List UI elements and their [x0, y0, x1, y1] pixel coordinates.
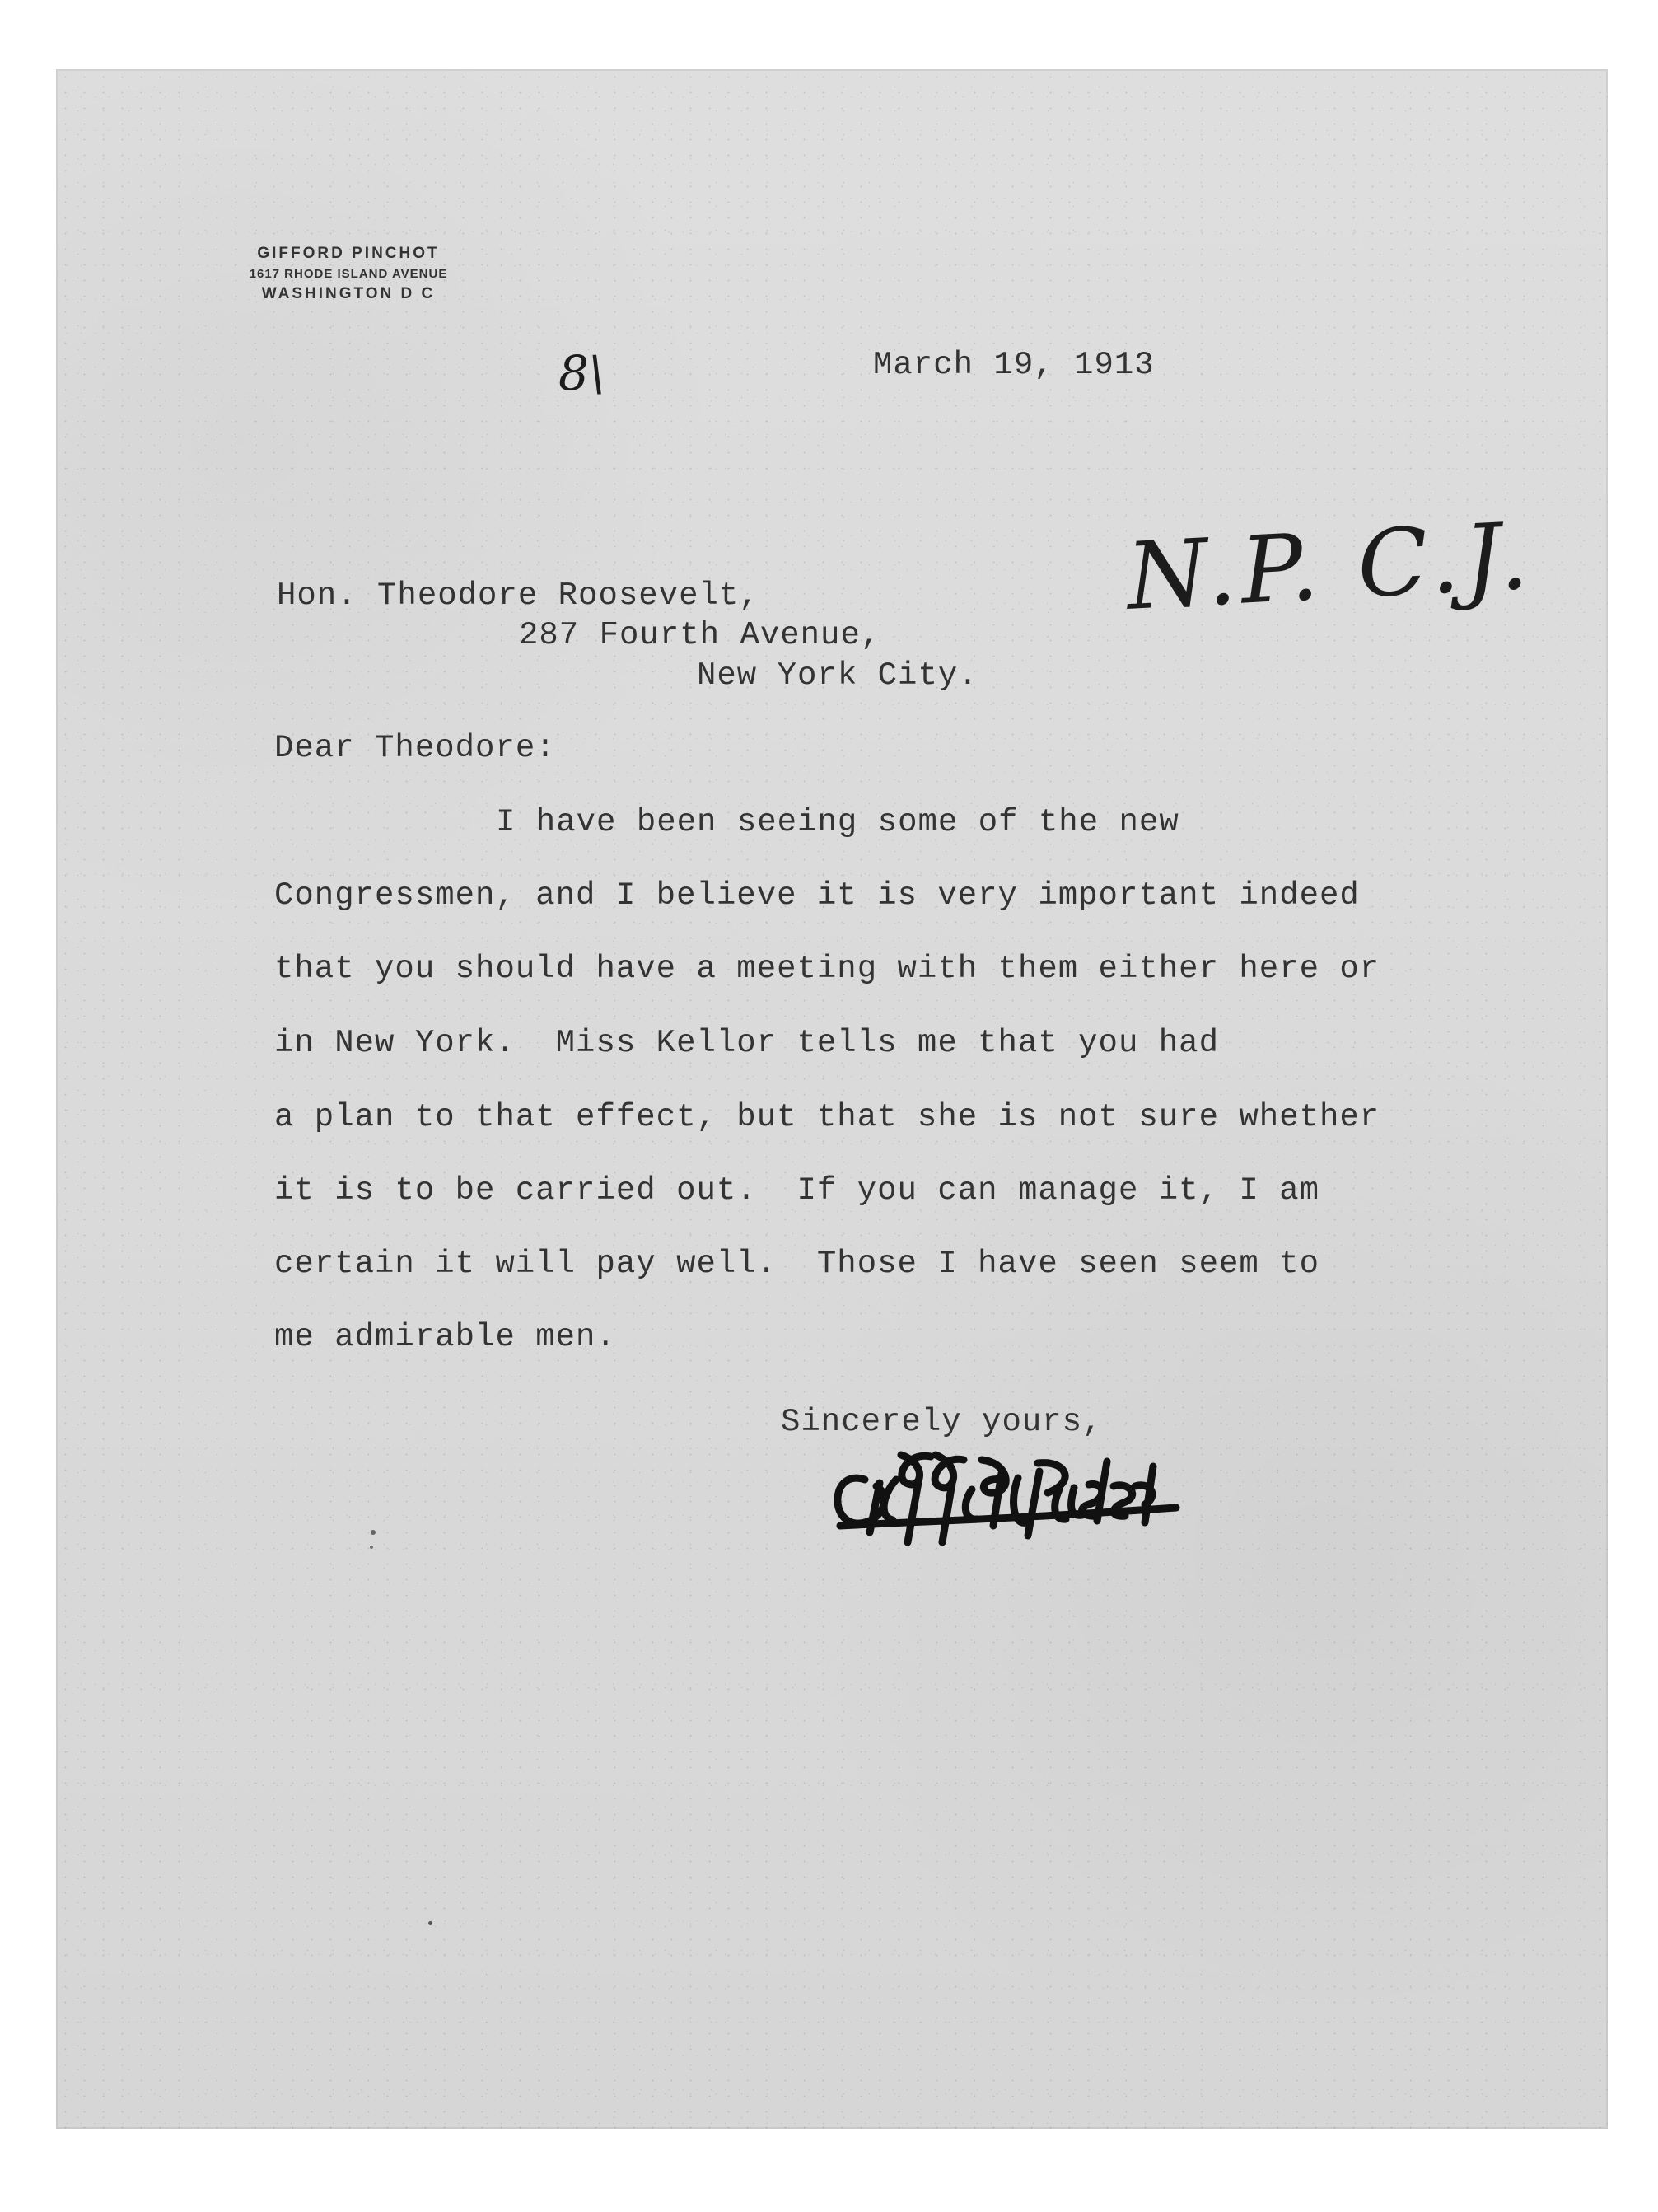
recipient-line-3: New York City.	[697, 657, 978, 694]
body-line-4: in New York. Miss Kellor tells me that you had	[274, 1025, 1219, 1061]
body-line-2: Congressmen, and I believe it is very important indeed	[274, 877, 1360, 914]
paper-mark	[371, 1530, 376, 1535]
handwritten-margin-note: N.P. C.J.	[1123, 503, 1536, 631]
recipient-line-1: Hon. Theodore Roosevelt,	[277, 578, 759, 614]
recipient-line-2: 287 Fourth Avenue,	[519, 617, 881, 653]
paper-mark	[370, 1546, 373, 1549]
signature-icon	[822, 1437, 1283, 1560]
letterhead-city: WASHINGTON D C	[261, 285, 436, 303]
signature	[822, 1437, 1283, 1560]
letter-date: March 19, 1913	[873, 347, 1155, 383]
closing: Sincerely yours,	[781, 1404, 1103, 1440]
letterhead	[196, 242, 501, 306]
letterhead-address: 1617 RHODE ISLAND AVENUE	[249, 266, 448, 281]
letterhead-name: GIFFORD PINCHOT	[257, 245, 440, 262]
body-line-3: that you should have a meeting with them either here or	[274, 951, 1380, 987]
body-line-1: I have been seeing some of the new	[496, 804, 1179, 840]
salutation: Dear Theodore:	[274, 730, 556, 766]
handwritten-page-mark: 8\	[558, 345, 605, 401]
body-line-6: it is to be carried out. If you can manage it, I am	[274, 1172, 1319, 1209]
body-line-5: a plan to that effect, but that she is not sure whether	[274, 1099, 1380, 1135]
body-line-8: me admirable men.	[274, 1319, 616, 1355]
body-line-7: certain it will pay well. Those I have seen seem to	[274, 1246, 1319, 1282]
paper-mark	[428, 1921, 432, 1925]
letter-paper	[56, 69, 1608, 2129]
